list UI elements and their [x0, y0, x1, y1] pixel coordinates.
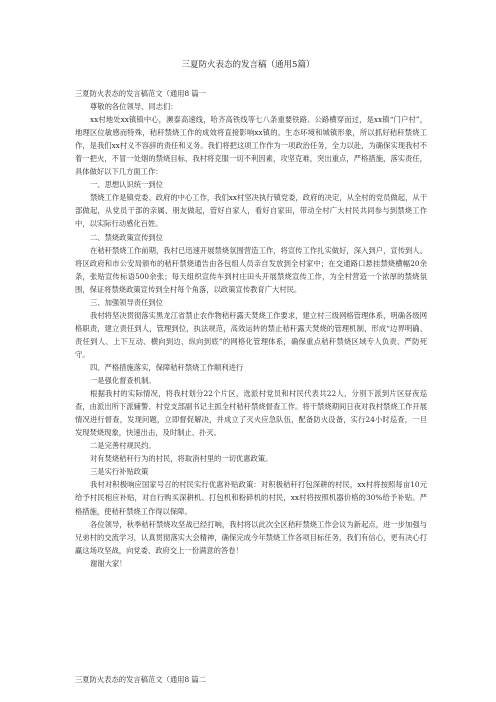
intro-paragraph: xx村地处xx镇镇中心，濒泰高速线，哈齐高铁线等七八条重要铁路、公路横穿而过，是xx镇“门户村”，地理区位敏感而特殊，秸秆禁烧工作的成效将直接影响xx镇的。生态环境和城镇形象，所以抓好秸秆禁烧工作，是我们xx村义不容辞的责任和义务。我们将把这项工作作为一项政治任务，全力以赴，为确保实现我村不着一把火，不冒一处烟的禁烧目标，我村将克服一切不利因素，攻坚克难，突出重点，严格措施，落实责任，具体做好以下几方面工作：	[75, 115, 427, 177]
section-heading-4: 四、严格措施落实，保障秸秆禁烧工作顺利进行	[90, 362, 244, 372]
thanks-line: 谢谢大家！	[90, 558, 127, 568]
section-heading-3: 三、加强领导责任到位	[90, 297, 163, 307]
document-body	[75, 87, 427, 570]
subsection-paragraph-3: 我村对积极响应国家号召的村民实行优惠补贴政策：对积极秸秆打包深耕的村民，xx村将按照每亩10元给予村民相应补贴，对自行购买深耕机、打包机和粉碎机的村民，xx村将按照机器价格的30%给予补贴。严格措施，使秸秆禁烧工作得以保障。	[75, 480, 427, 516]
section-heading-1: 一、思想认识统一到位	[90, 180, 163, 190]
greeting: 尊敬的各位领导、同志们：	[90, 102, 178, 112]
closing-paragraph: 各位领导，秋季秸秆禁烧攻坚战已经打响，我村将以此次全区秸秆禁烧工作会议为新起点，进一步加强与兄弟村的交流学习，认真贯彻落实大会精神，确保完成今年禁烧工作各项目标任务，我们有信心，更有决心打赢这场攻坚战，向党委、政府交上一份满意的答卷！	[75, 519, 427, 555]
subsection-paragraph-2: 对有焚烧秸秆行为的村民，将取消村里的一切优惠政策。	[90, 454, 273, 464]
section-paragraph-2: 在秸秆禁烧工作前期，我村已迅速开展禁烧氛围营造工作，将宣传工作扎实做好，深入到户，宣传到人。将区政府和市公安局颁布的秸秆禁烧通告由各包组人员亲自发放到全村家中；在交通路口悬挂禁烧横幅20余条，张贴宣传标语500余张；每天组织宣传车到村庄田头开展禁烧宣传工作，为全村营造一个浓厚的禁烧氛围，保证将禁烧政策宣传到全村每个角落，以政策宣传教育广大村民。	[75, 245, 427, 294]
document-title: 三夏防火表态的发言稿（通用5篇）	[181, 60, 315, 70]
subsection-heading-1: 一是强化督查机制。	[90, 376, 156, 386]
article-heading: 三夏防火表态的发言稿范文（通用8 篇一	[75, 89, 207, 98]
section-paragraph-1: 禁烧工作是镇党委、政府的中心工作，我们xx村坚决执行镇党委，政府的决定，从全村的党员做起，从干部做起，从党员干部的亲属、朋友做起，管好自家人，看好自家田，带动全村广大村民共同参与到禁烧工作中，以实际行动感化百姓。	[75, 193, 427, 229]
section-heading-2: 二、禁烧政策宣传到位	[90, 232, 163, 242]
next-article-heading: 三夏防火表态的发言稿范文（通用8 篇二	[75, 675, 207, 684]
subsection-heading-2: 二是完善村规民约。	[90, 441, 156, 451]
section-paragraph-3: 我村将坚决贯彻落实黑龙江省禁止农作物秸秆露天焚烧工作要求，建立村三级网格管理体系，明确各级网格职责，建立责任到人，管理到位，执法规范，高效运转的禁止秸秆露天焚烧的管理机制，形成“边界明确、责任到人、上下互动、横向到边、纵向到底”的网格化管理体系，确保重点秸秆禁烧区域专人负责、严防死守。	[75, 310, 427, 359]
subsection-paragraph-1: 根据我村的实际情况，将我村划分22个片区，选派村党员和村民代表共22人，分别下派到片区昼夜巡查，由派出所下派辅警、村党支部副书记主抓全村秸秆禁烧督查工作。将干禁烧期间日夜对我村禁烧工作开展情况进行督查，发现问题，立即督促解决，并成立了灭火应急队伍，配备防火设备，实行24小时巡查，一旦发现焚烧现象，快速出击，及时制止、扑灭。	[75, 389, 427, 438]
subsection-heading-3: 三是实行补贴政策	[90, 467, 149, 477]
